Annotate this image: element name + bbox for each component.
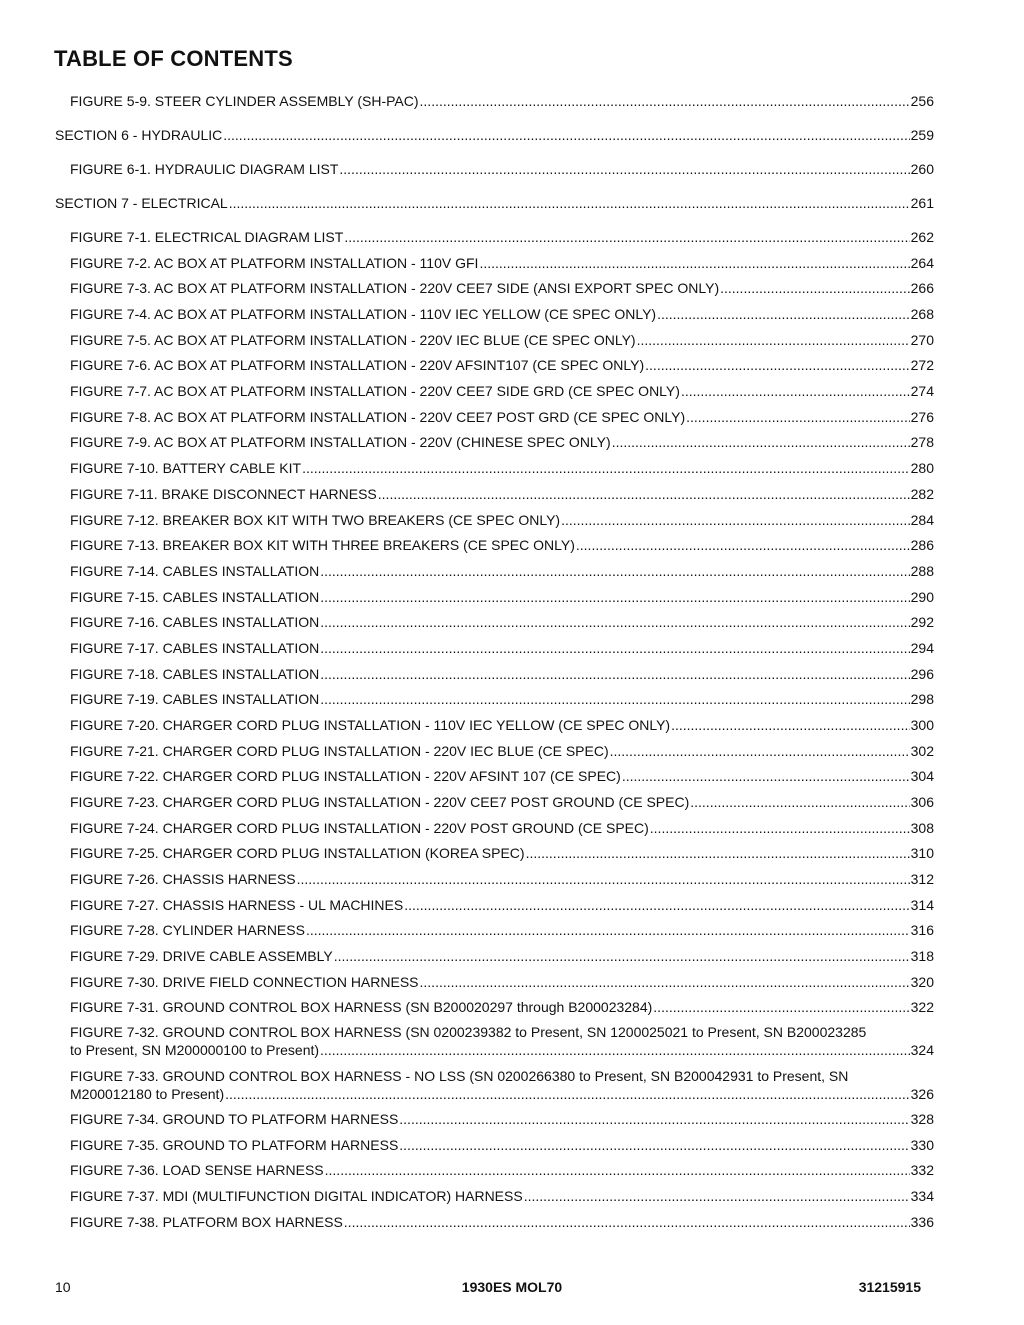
toc-entry-label: FIGURE 7-13. BREAKER BOX KIT WITH THREE BREAKERS (CE SPEC ONLY): [70, 537, 575, 553]
dot-leader: [320, 690, 909, 708]
dot-leader: [612, 433, 910, 451]
toc-entry-page: 334: [910, 1188, 934, 1204]
toc-entry-page: 336: [910, 1214, 934, 1230]
toc-entry-label: FIGURE 7-4. AC BOX AT PLATFORM INSTALLATION - 110V IEC YELLOW (CE SPEC ONLY): [70, 306, 657, 322]
toc-entry-page: 308: [910, 820, 934, 836]
dot-leader: [344, 228, 909, 246]
toc-entry-page: 312: [910, 871, 934, 887]
toc-entry-page: 260: [910, 161, 934, 177]
toc-entry-label: FIGURE 7-3. AC BOX AT PLATFORM INSTALLATION - 220V CEE7 SIDE (ANSI EXPORT SPEC ONLY): [70, 280, 720, 296]
toc-entry-page: 300: [910, 717, 934, 733]
toc-entry[interactable]: [70, 92, 934, 110]
toc-entry-page: 310: [910, 845, 934, 861]
toc-entry[interactable]: [70, 973, 934, 991]
toc-entry-page: 272: [910, 357, 934, 373]
dot-leader: [657, 305, 910, 323]
dot-leader: [334, 947, 910, 965]
dot-leader: [610, 742, 910, 760]
toc-entry-continuation: [70, 1085, 934, 1103]
dot-leader: [302, 459, 910, 477]
toc-entry[interactable]: [70, 485, 934, 503]
toc-entry-label-continued: to Present, SN M200000100 to Present): [70, 1042, 320, 1058]
toc-entry-continuation: [70, 1041, 934, 1059]
toc-entry[interactable]: [70, 870, 934, 888]
toc-entry-label: FIGURE 7-30. DRIVE FIELD CONNECTION HARNESS: [70, 974, 419, 990]
toc-entry[interactable]: [70, 1161, 934, 1179]
dot-leader: [297, 870, 910, 888]
toc-entry[interactable]: [70, 844, 934, 862]
toc-entry-label: FIGURE 7-1. ELECTRICAL DIAGRAM LIST: [70, 229, 344, 245]
dot-leader: [479, 254, 909, 272]
toc-entry[interactable]: [70, 1187, 934, 1205]
toc-entry-label: FIGURE 7-38. PLATFORM BOX HARNESS: [70, 1214, 343, 1230]
dot-leader: [420, 973, 910, 991]
toc-entry-page: 280: [910, 460, 934, 476]
toc-entry-label: FIGURE 7-34. GROUND TO PLATFORM HARNESS: [70, 1111, 399, 1127]
toc-entry-page: 286: [910, 537, 934, 553]
dot-leader: [320, 1041, 910, 1059]
dot-leader: [561, 511, 910, 529]
toc-entry-label: FIGURE 7-20. CHARGER CORD PLUG INSTALLATION - 110V IEC YELLOW (CE SPEC ONLY): [70, 717, 671, 733]
toc-entry-page: 290: [910, 589, 934, 605]
toc-entry[interactable]: [70, 690, 934, 708]
toc-entry-multiline[interactable]: [70, 1067, 934, 1103]
toc-entry-page: 292: [910, 614, 934, 630]
toc-entry[interactable]: [70, 767, 934, 785]
dot-leader: [306, 921, 910, 939]
toc-entry-label: FIGURE 7-37. MDI (MULTIFUNCTION DIGITAL INDICATOR) HARNESS: [70, 1188, 523, 1204]
dot-leader: [225, 1085, 910, 1103]
toc-entry-label: FIGURE 7-36. LOAD SENSE HARNESS: [70, 1162, 324, 1178]
toc-entry-page: 320: [910, 974, 934, 990]
toc-entry-page: 294: [910, 640, 934, 656]
toc-entry-label: FIGURE 7-33. GROUND CONTROL BOX HARNESS - NO LSS (SN 0200266380 to Present, SN B200042931 to Present, SN: [70, 1068, 849, 1084]
toc-entry-page: 314: [910, 897, 934, 913]
toc-entry-label: FIGURE 7-17. CABLES INSTALLATION: [70, 640, 320, 656]
toc-entry[interactable]: [70, 331, 934, 349]
toc-entry-label: FIGURE 7-2. AC BOX AT PLATFORM INSTALLATION - 110V GFI: [70, 255, 479, 271]
toc-entry-label: FIGURE 7-25. CHARGER CORD PLUG INSTALLATION (KOREA SPEC): [70, 845, 525, 861]
toc-entry[interactable]: [70, 356, 934, 374]
toc-entry-page: 259: [910, 127, 934, 143]
toc-entry-label: FIGURE 7-11. BRAKE DISCONNECT HARNESS: [70, 486, 377, 502]
toc-entry-page: 298: [910, 691, 934, 707]
toc-entry[interactable]: [70, 562, 934, 580]
toc-entry-page: 264: [910, 255, 934, 271]
dot-leader: [320, 665, 909, 683]
dot-leader: [524, 1187, 910, 1205]
footer-page-number: 10: [55, 1279, 71, 1295]
toc-entry-page: 266: [910, 280, 934, 296]
toc-entry-page: 330: [910, 1137, 934, 1153]
toc-entry-label: FIGURE 7-31. GROUND CONTROL BOX HARNESS (SN B200020297 through B200023284): [70, 999, 653, 1015]
toc-entry-label: FIGURE 7-29. DRIVE CABLE ASSEMBLY: [70, 948, 333, 964]
toc-entry-page: 274: [910, 383, 934, 399]
toc-entry-page: 332: [910, 1162, 934, 1178]
dot-leader: [320, 588, 909, 606]
toc-entry-label: FIGURE 7-21. CHARGER CORD PLUG INSTALLATION - 220V IEC BLUE (CE SPEC): [70, 743, 609, 759]
toc-entry-label: FIGURE 7-7. AC BOX AT PLATFORM INSTALLATION - 220V CEE7 SIDE GRD (CE SPEC ONLY): [70, 383, 680, 399]
toc-entry[interactable]: [70, 588, 934, 606]
toc-entry-page: 316: [910, 922, 934, 938]
dot-leader: [344, 1213, 910, 1231]
toc-entry[interactable]: [55, 194, 934, 212]
toc-entry-label: FIGURE 7-24. CHARGER CORD PLUG INSTALLATION - 220V POST GROUND (CE SPEC): [70, 820, 649, 836]
toc-entry-page: 268: [910, 306, 934, 322]
toc-entry-label: FIGURE 7-28. CYLINDER HARNESS: [70, 922, 305, 938]
toc-entry-page: 261: [910, 195, 934, 211]
toc-entry[interactable]: [70, 998, 934, 1016]
toc-entry[interactable]: [70, 947, 934, 965]
dot-leader: [325, 1161, 910, 1179]
dot-leader: [650, 819, 910, 837]
dot-leader: [653, 998, 909, 1016]
toc-entry[interactable]: [70, 382, 934, 400]
toc-entry[interactable]: [70, 459, 934, 477]
toc-entry-label: FIGURE 7-9. AC BOX AT PLATFORM INSTALLATION - 220V (CHINESE SPEC ONLY): [70, 434, 611, 450]
toc-entry-label: FIGURE 7-6. AC BOX AT PLATFORM INSTALLATION - 220V AFSINT107 (CE SPEC ONLY): [70, 357, 645, 373]
toc-entry-label: FIGURE 7-18. CABLES INSTALLATION: [70, 666, 320, 682]
toc-entry-label: FIGURE 7-15. CABLES INSTALLATION: [70, 589, 320, 605]
toc-entry-page: 326: [910, 1086, 934, 1102]
dot-leader: [420, 92, 910, 110]
toc-entry-page: 322: [910, 999, 934, 1015]
toc-entry-label-continued: M200012180 to Present): [70, 1086, 225, 1102]
toc-entry[interactable]: [70, 665, 934, 683]
toc-entry-label: FIGURE 7-35. GROUND TO PLATFORM HARNESS: [70, 1137, 399, 1153]
toc-entry-page: 306: [910, 794, 934, 810]
toc-entry-label: FIGURE 7-19. CABLES INSTALLATION: [70, 691, 320, 707]
toc-entry[interactable]: [70, 921, 934, 939]
toc-entry[interactable]: [70, 742, 934, 760]
dot-leader: [645, 356, 909, 374]
dot-leader: [404, 896, 909, 914]
toc-entry-label: FIGURE 7-27. CHASSIS HARNESS - UL MACHINES: [70, 897, 404, 913]
toc-entry-label: FIGURE 7-14. CABLES INSTALLATION: [70, 563, 320, 579]
toc-entry[interactable]: [70, 279, 934, 297]
toc-entry-label: FIGURE 7-10. BATTERY CABLE KIT: [70, 460, 302, 476]
toc-entry-page: 328: [910, 1111, 934, 1127]
toc-entry-page: 262: [910, 229, 934, 245]
toc-entry-label: FIGURE 5-9. STEER CYLINDER ASSEMBLY (SH-PAC): [70, 93, 419, 109]
toc-entry-label: FIGURE 7-23. CHARGER CORD PLUG INSTALLATION - 220V CEE7 POST GROUND (CE SPEC): [70, 794, 690, 810]
toc-entry-label: FIGURE 7-16. CABLES INSTALLATION: [70, 614, 320, 630]
dot-leader: [622, 767, 910, 785]
toc-entry-label: FIGURE 6-1. HYDRAULIC DIAGRAM LIST: [70, 161, 339, 177]
toc-entry-label: SECTION 6 - HYDRAULIC: [55, 127, 223, 143]
dot-leader: [399, 1136, 909, 1154]
toc-entry[interactable]: [70, 433, 934, 451]
toc-entry-page: 302: [910, 743, 934, 759]
toc-entry-page: 288: [910, 563, 934, 579]
toc-entry-page: 324: [910, 1042, 934, 1058]
toc-entry-label: FIGURE 7-32. GROUND CONTROL BOX HARNESS (SN 0200239382 to Present, SN 1200025021 to Present, SN B200023285: [70, 1024, 867, 1040]
toc-entry-label: FIGURE 7-5. AC BOX AT PLATFORM INSTALLATION - 220V IEC BLUE (CE SPEC ONLY): [70, 332, 636, 348]
toc-entry[interactable]: [70, 819, 934, 837]
dot-leader: [229, 194, 910, 212]
toc-entry-page: 282: [910, 486, 934, 502]
dot-leader: [320, 639, 909, 657]
toc-entry[interactable]: [70, 639, 934, 657]
dot-leader: [223, 126, 909, 144]
toc-entry-page: 318: [910, 948, 934, 964]
dot-leader: [526, 844, 910, 862]
footer-doc-number: 31215915: [858, 1279, 921, 1295]
toc-entry[interactable]: [70, 254, 934, 272]
dot-leader: [671, 716, 910, 734]
toc-entry[interactable]: [70, 1213, 934, 1231]
toc-entry[interactable]: [70, 716, 934, 734]
toc-entry[interactable]: [70, 536, 934, 554]
toc-entry-page: 304: [910, 768, 934, 784]
toc-entry-label: SECTION 7 - ELECTRICAL: [55, 195, 228, 211]
toc-entry[interactable]: [55, 126, 934, 144]
toc-entry[interactable]: [70, 511, 934, 529]
toc-entry[interactable]: [70, 408, 934, 426]
dot-leader: [378, 485, 910, 503]
toc-entry[interactable]: [70, 305, 934, 323]
dot-leader: [637, 331, 910, 349]
dot-leader: [686, 408, 910, 426]
dot-leader: [681, 382, 910, 400]
toc-entry-page: 284: [910, 512, 934, 528]
toc-entry[interactable]: [70, 613, 934, 631]
toc-entry-label: FIGURE 7-12. BREAKER BOX KIT WITH TWO BREAKERS (CE SPEC ONLY): [70, 512, 561, 528]
toc-entry[interactable]: [70, 1136, 934, 1154]
dot-leader: [576, 536, 910, 554]
toc-entry-label: FIGURE 7-22. CHARGER CORD PLUG INSTALLATION - 220V AFSINT 107 (CE SPEC): [70, 768, 621, 784]
toc-entry-label: FIGURE 7-26. CHASSIS HARNESS: [70, 871, 296, 887]
toc-entry[interactable]: [70, 228, 934, 246]
dot-leader: [720, 279, 910, 297]
toc-entry-page: 278: [910, 434, 934, 450]
toc-entry-page: 276: [910, 409, 934, 425]
dot-leader: [690, 793, 909, 811]
toc-entry-page: 296: [910, 666, 934, 682]
dot-leader: [320, 613, 909, 631]
dot-leader: [399, 1110, 909, 1128]
toc-entry-multiline[interactable]: [70, 1023, 934, 1059]
dot-leader: [320, 562, 909, 580]
toc-entry[interactable]: [70, 793, 934, 811]
toc-entry[interactable]: [70, 896, 934, 914]
dot-leader: [339, 160, 909, 178]
toc-entry[interactable]: [70, 1110, 934, 1128]
toc-entry-page: 256: [910, 93, 934, 109]
toc-entry[interactable]: [70, 160, 934, 178]
footer-model: 1930ES MOL70: [461, 1279, 563, 1295]
toc-entry-page: 270: [910, 332, 934, 348]
page-title: TABLE OF CONTENTS: [54, 46, 293, 71]
toc-entry-label: FIGURE 7-8. AC BOX AT PLATFORM INSTALLATION - 220V CEE7 POST GRD (CE SPEC ONLY): [70, 409, 686, 425]
